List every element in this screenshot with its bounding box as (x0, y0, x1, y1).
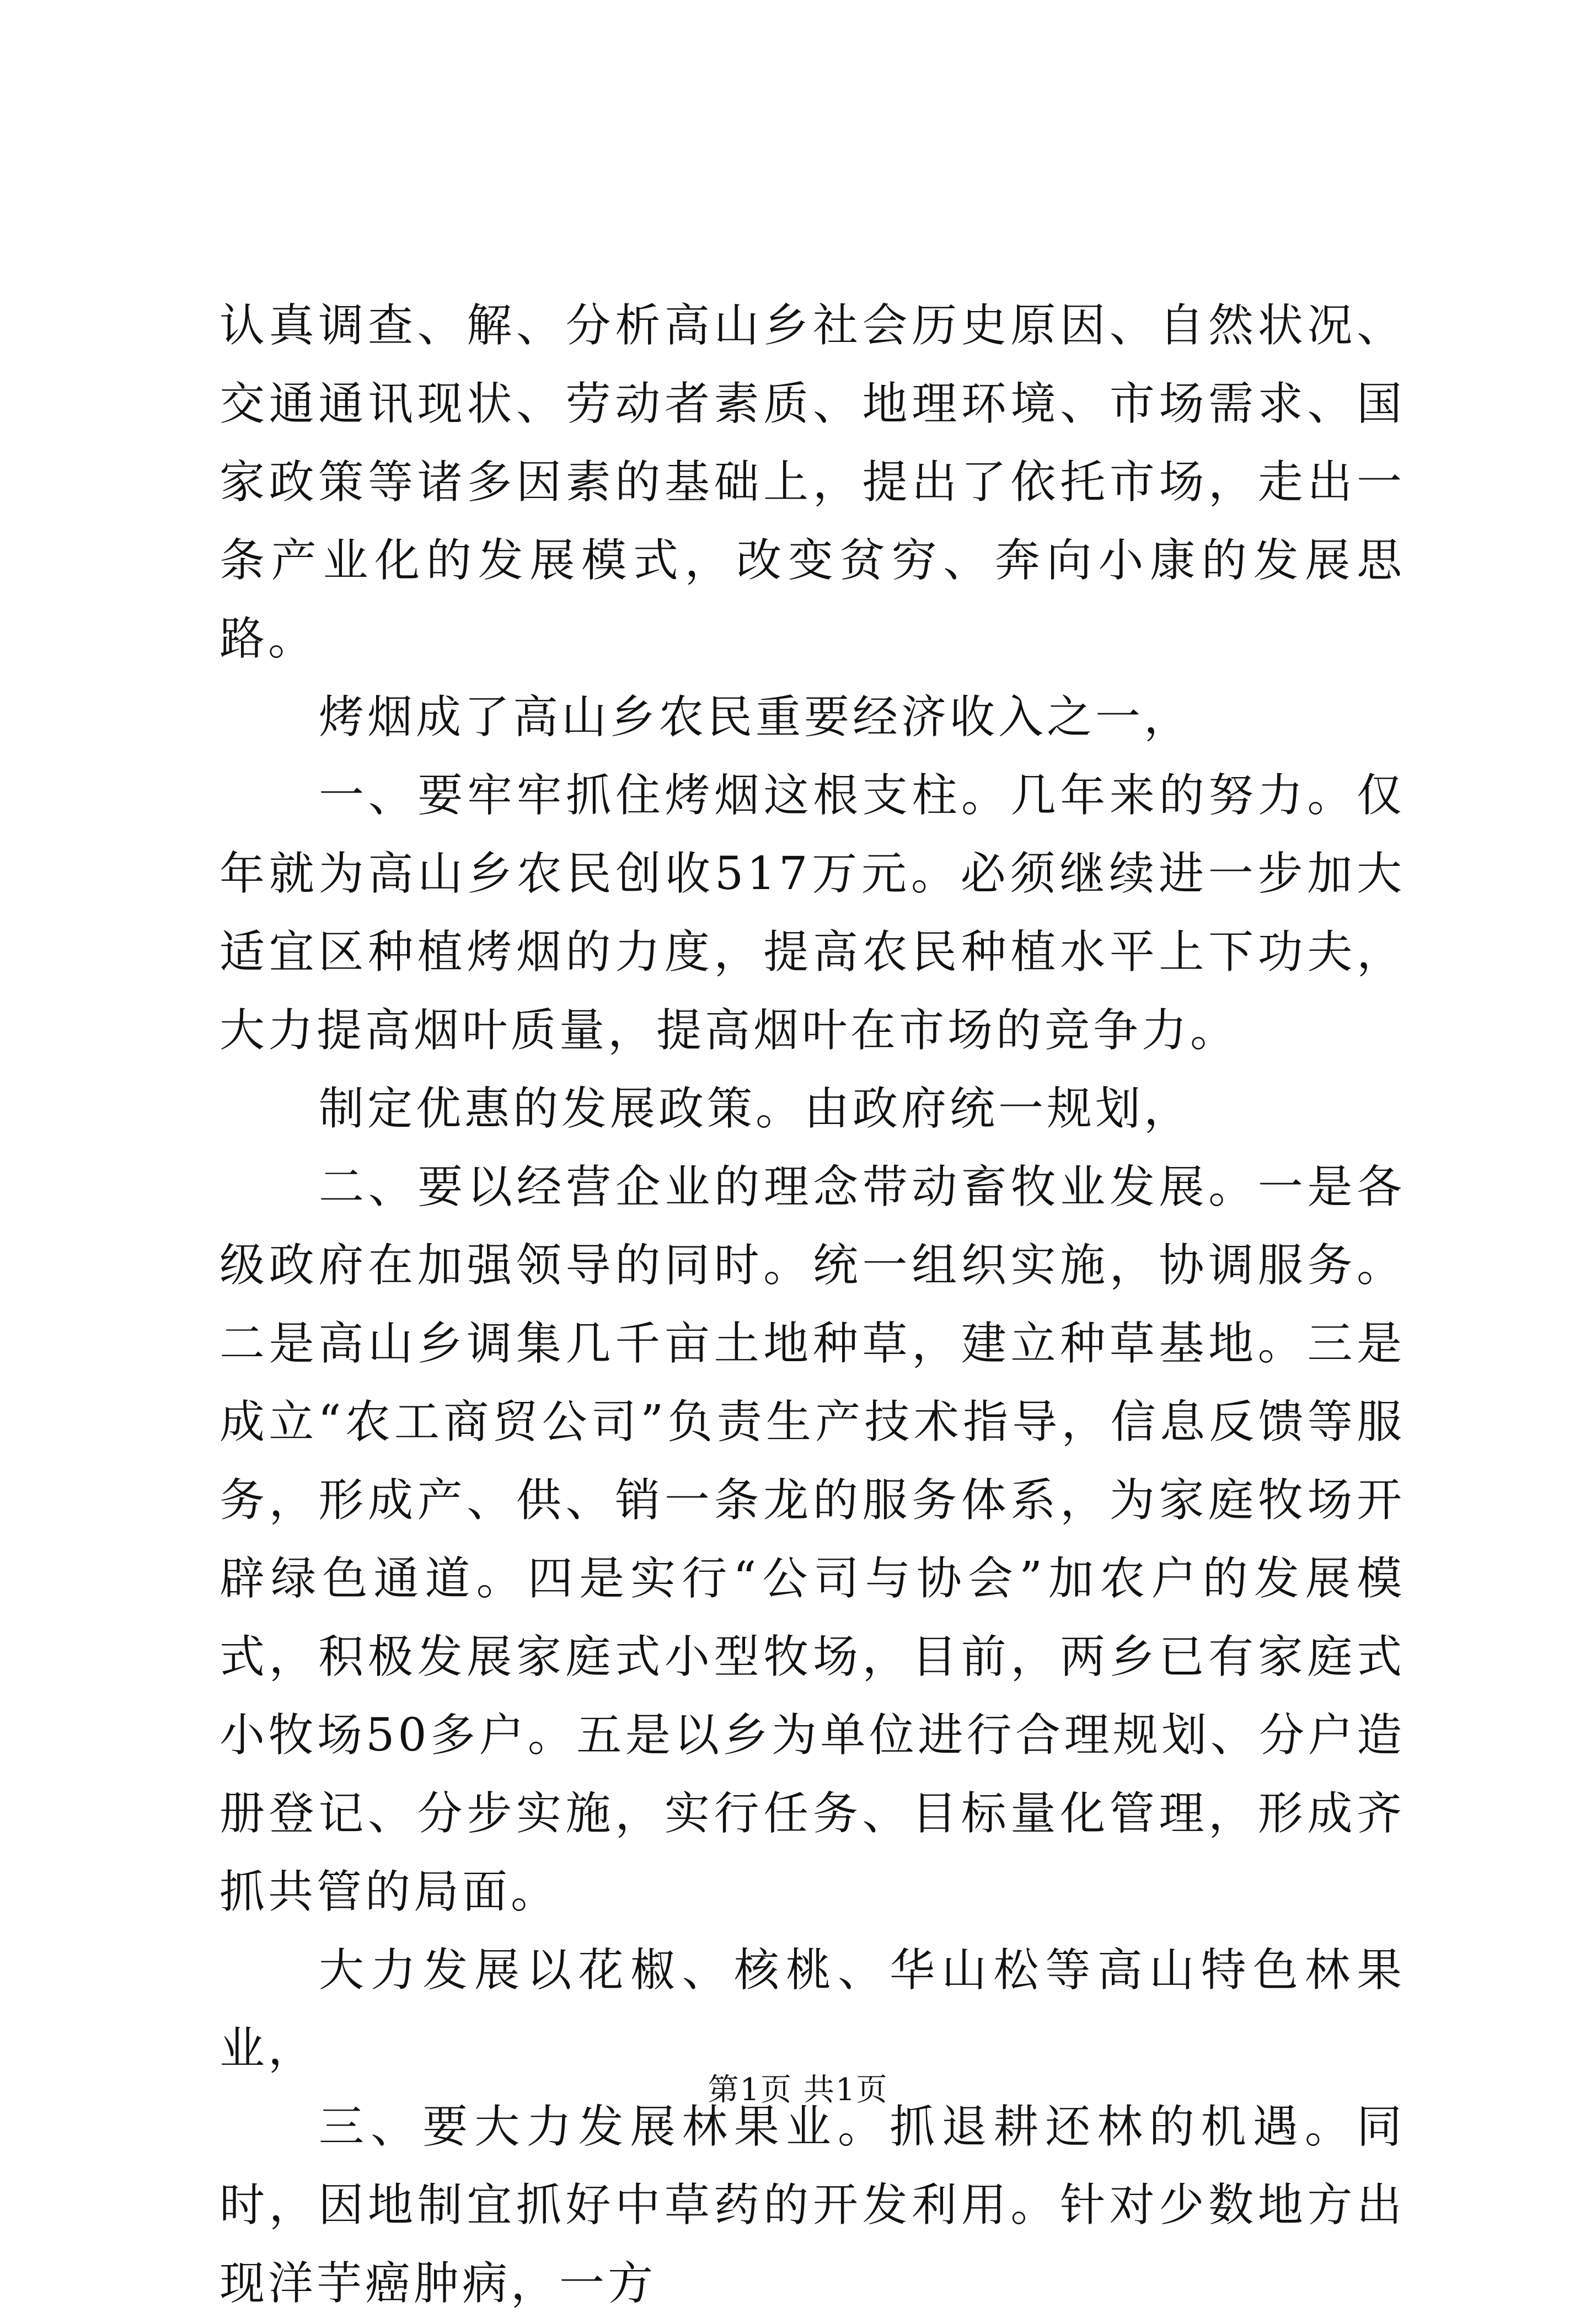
paragraph-7: 三、要大力发展林果业。抓退耕还林的机遇。同时，因地制宜抓好中草药的开发利用。针对少数地方出现洋芋癌肿病，一方 (219, 2101, 1405, 2310)
document-body (219, 287, 1405, 2323)
paragraph-1: 认真调查、解、分析高山乡社会历史原因、自然状况、交通通讯现状、劳动者素质、地理环境、市场需求、国家政策等诸多因素的基础上，提出了依托市场，走出一条产业化的发展模式，改变贫穷、奔向小康的发展思路。 (219, 299, 1405, 665)
page-footer: 第1页 共1页 (708, 2072, 888, 2108)
paragraph-6: 大力发展以花椒、核桃、华山松等高山特色林果业， (219, 1944, 1405, 2075)
paragraph-3: 一、要牢牢抓住烤烟这根支柱。几年来的努力。仅年就为高山乡农民创收517万元。必须继续进一步加大适宜区种植烤烟的力度，提高农民种植水平上下功夫，大力提高烟叶质量，提高烟叶在市场的竞争力。 (219, 769, 1405, 1057)
paragraph-4: 制定优惠的发展政策。由政府统一规划， (319, 1083, 1193, 1135)
paragraph-5: 二、要以经营企业的理念带动畜牧业发展。一是各级政府在加强领导的同时。统一组织实施，协调服务。二是高山乡调集几千亩土地种草，建立种草基地。三是成立“农工商贸公司”负责生产技术指导，信息反馈等服务，形成产、供、销一条龙的服务体系，为家庭牧场开辟绿色通道。四是实行“公司与协会”加农户的发展模式，积极发展家庭式小型牧场，目前，两乡已有家庭式小牧场50多户。五是以乡为单位进行合理规划、分户造册登记、分步实施，实行任务、目标量化管理，形成齐抓共管的局面。 (219, 1161, 1405, 1918)
paragraph-2: 烤烟成了高山乡农民重要经济收入之一， (319, 691, 1193, 743)
